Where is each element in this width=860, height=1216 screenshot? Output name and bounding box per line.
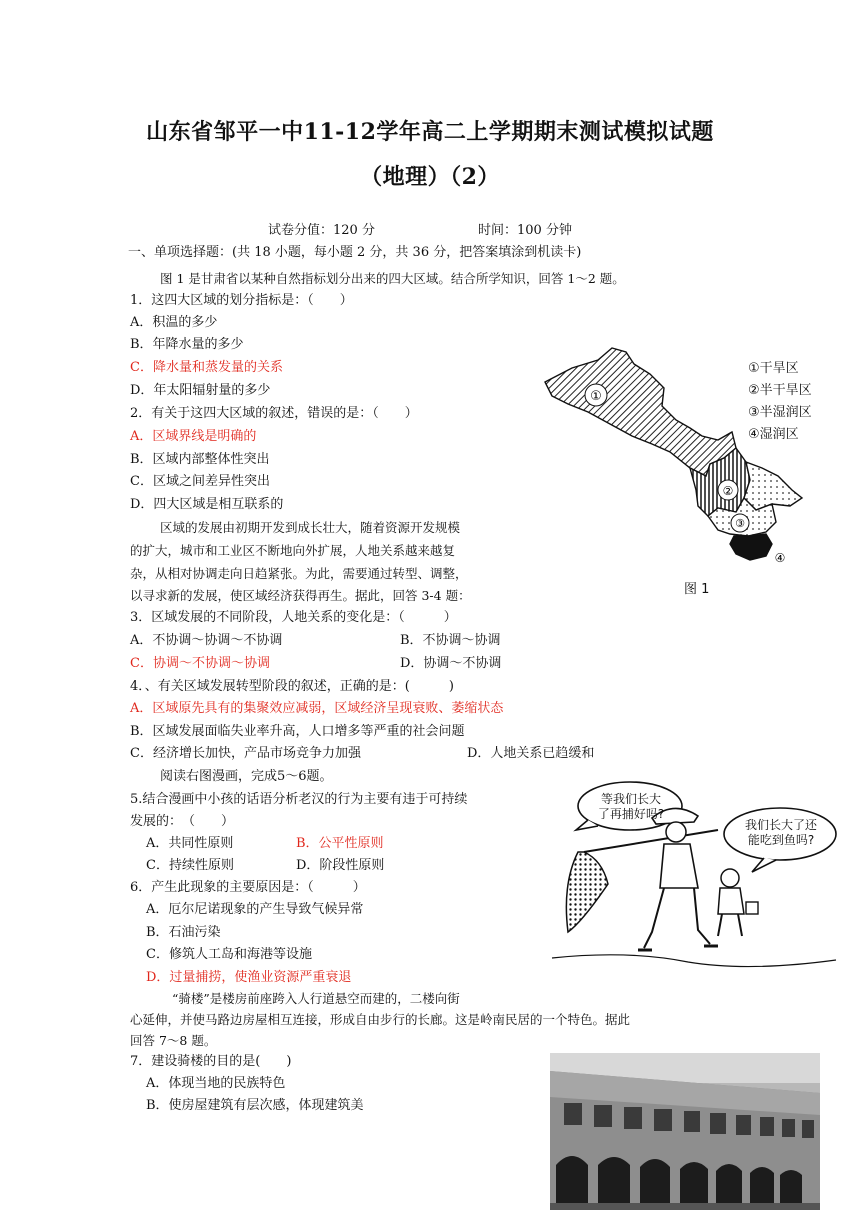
bubble-text: 我们长大了还 bbox=[744, 818, 817, 832]
q4-option-c: C．经济增长加快，产品市场竞争力加强 bbox=[130, 746, 361, 761]
legend-semi-humid: ③半湿润区 bbox=[748, 405, 812, 420]
q7-option-a: A．体现当地的民族特色 bbox=[146, 1076, 286, 1091]
q1-stem: 1．这四大区域的划分指标是：（ ） bbox=[130, 293, 353, 308]
q5-option-d: D．阶段性原则 bbox=[296, 858, 385, 873]
legend-humid: ④湿润区 bbox=[748, 427, 799, 442]
bubble-text: 等我们长大 bbox=[600, 792, 661, 806]
q3-stem: 3．区域发展的不同阶段，人地关系的变化是：（ ） bbox=[130, 610, 457, 625]
intro-q1-2: 图 1 是甘肃省以某种自然指标划分出来的四大区域。结合所学知识，回答 1～2 题。 bbox=[160, 271, 625, 286]
q2-option-c: C．区域之间差异性突出 bbox=[130, 474, 270, 489]
q7-stem: 7．建设骑楼的目的是( ) bbox=[130, 1054, 292, 1069]
gansu-region-map bbox=[540, 340, 840, 600]
q6-option-c: C．修筑人工岛和海港等设施 bbox=[146, 947, 312, 962]
page-subtitle: （地理）（2） bbox=[360, 164, 500, 190]
q5-stem: 5.结合漫画中小孩的话语分析老汉的行为主要有违于可持续 bbox=[130, 792, 468, 807]
passage-line: 心延伸，并使马路边房屋相互连接，形成自由步行的长廊。这是岭南民居的一个特色。据此 bbox=[130, 1012, 631, 1027]
q6-stem: 6．产生此现象的主要原因是：（ ） bbox=[130, 880, 366, 895]
q3-option-a: A．不协调～协调～不协调 bbox=[130, 633, 283, 648]
passage-line: 区域的发展由初期开发到成长壮大，随着资源开发规模 bbox=[160, 520, 461, 535]
q3-option-b: B．不协调～协调 bbox=[400, 633, 501, 648]
q2-option-a-answer: A．区域界线是明确的 bbox=[130, 429, 257, 444]
time-info: 时间：100 分钟 bbox=[478, 223, 572, 238]
passage-line: “骑楼”是楼房前座跨入人行道悬空而建的，二楼向街 bbox=[172, 991, 460, 1006]
figure-caption: 图 1 bbox=[684, 582, 710, 597]
q5-option-a: A．共同性原则 bbox=[146, 836, 234, 851]
q5-option-c: C．持续性原则 bbox=[146, 858, 234, 873]
q1-option-a: A．积温的多少 bbox=[130, 315, 218, 330]
q1-option-b: B．年降水量的多少 bbox=[130, 337, 244, 352]
fishing-cartoon bbox=[548, 772, 840, 982]
q5-option-b-answer: B．公平性原则 bbox=[296, 836, 384, 851]
building-graphic bbox=[550, 1053, 820, 1210]
page-title: 山东省邹平一中11-12学年高二上学期期末测试模拟试题 bbox=[146, 119, 714, 145]
q6-option-d-answer: D．过量捕捞，使渔业资源严重衰退 bbox=[146, 970, 352, 985]
score-info: 试卷分值：120 分 bbox=[268, 223, 375, 238]
map-marker-4: ④ bbox=[774, 551, 786, 565]
map-marker-2: ② bbox=[722, 484, 734, 498]
q4-option-a-answer: A．区域原先具有的集聚效应减弱，区域经济呈现衰败、萎缩状态 bbox=[130, 701, 504, 716]
legend-arid: ①干旱区 bbox=[748, 361, 799, 376]
q1-option-d: D．年太阳辐射量的多少 bbox=[130, 383, 271, 398]
passage-line: 的扩大，城市和工业区不断地向外扩展，人地关系越来越复 bbox=[130, 543, 456, 558]
passage-line: 杂，从相对协调走向日趋紧张。为此，需要通过转型、调整， bbox=[130, 566, 468, 581]
q2-option-b: B．区域内部整体性突出 bbox=[130, 452, 270, 467]
q1-option-c-answer: C．降水量和蒸发量的关系 bbox=[130, 360, 283, 375]
q4-option-b: B．区域发展面临失业率升高，人口增多等严重的社会问题 bbox=[130, 724, 465, 739]
intro-q5-6: 阅读右图漫画，完成5～6题。 bbox=[160, 769, 333, 784]
q4-stem: 4．、有关区域发展转型阶段的叙述，正确的是：( ) bbox=[130, 679, 454, 694]
section-heading: 一、单项选择题：(共 18 小题，每小题 2 分，共 36 分，把答案填涂到机读卡) bbox=[128, 245, 582, 260]
q6-option-a: A．厄尔尼诺现象的产生导致气候异常 bbox=[146, 902, 364, 917]
q3-option-d: D．协调～不协调 bbox=[400, 656, 502, 671]
legend-semi-arid: ②半干旱区 bbox=[748, 383, 812, 398]
map-marker-1: ① bbox=[590, 389, 602, 404]
q6-option-b: B．石油污染 bbox=[146, 925, 221, 940]
q4-option-d: D．人地关系已趋缓和 bbox=[467, 746, 595, 761]
q2-option-d: D．四大区域是相互联系的 bbox=[130, 497, 284, 512]
bubble-text: 了再捕好吗? bbox=[597, 807, 665, 821]
q5-stem-cont: 发展的： （ ） bbox=[130, 814, 235, 829]
q7-option-b: B．使房屋建筑有层次感，体现建筑美 bbox=[146, 1098, 364, 1113]
map-marker-3: ③ bbox=[735, 517, 745, 530]
q3-option-c-answer: C．协调～不协调～协调 bbox=[130, 656, 270, 671]
passage-line: 以寻求新的发展，使区域经济获得再生。据此，回答 3-4 题： bbox=[130, 588, 471, 603]
q2-stem: 2．有关于这四大区域的叙述，错误的是：（ ） bbox=[130, 406, 418, 421]
arcade-building-photo bbox=[550, 1053, 820, 1210]
bubble-text: 能吃到鱼吗? bbox=[747, 833, 815, 847]
passage-line: 回答 7～8 题。 bbox=[130, 1033, 217, 1048]
